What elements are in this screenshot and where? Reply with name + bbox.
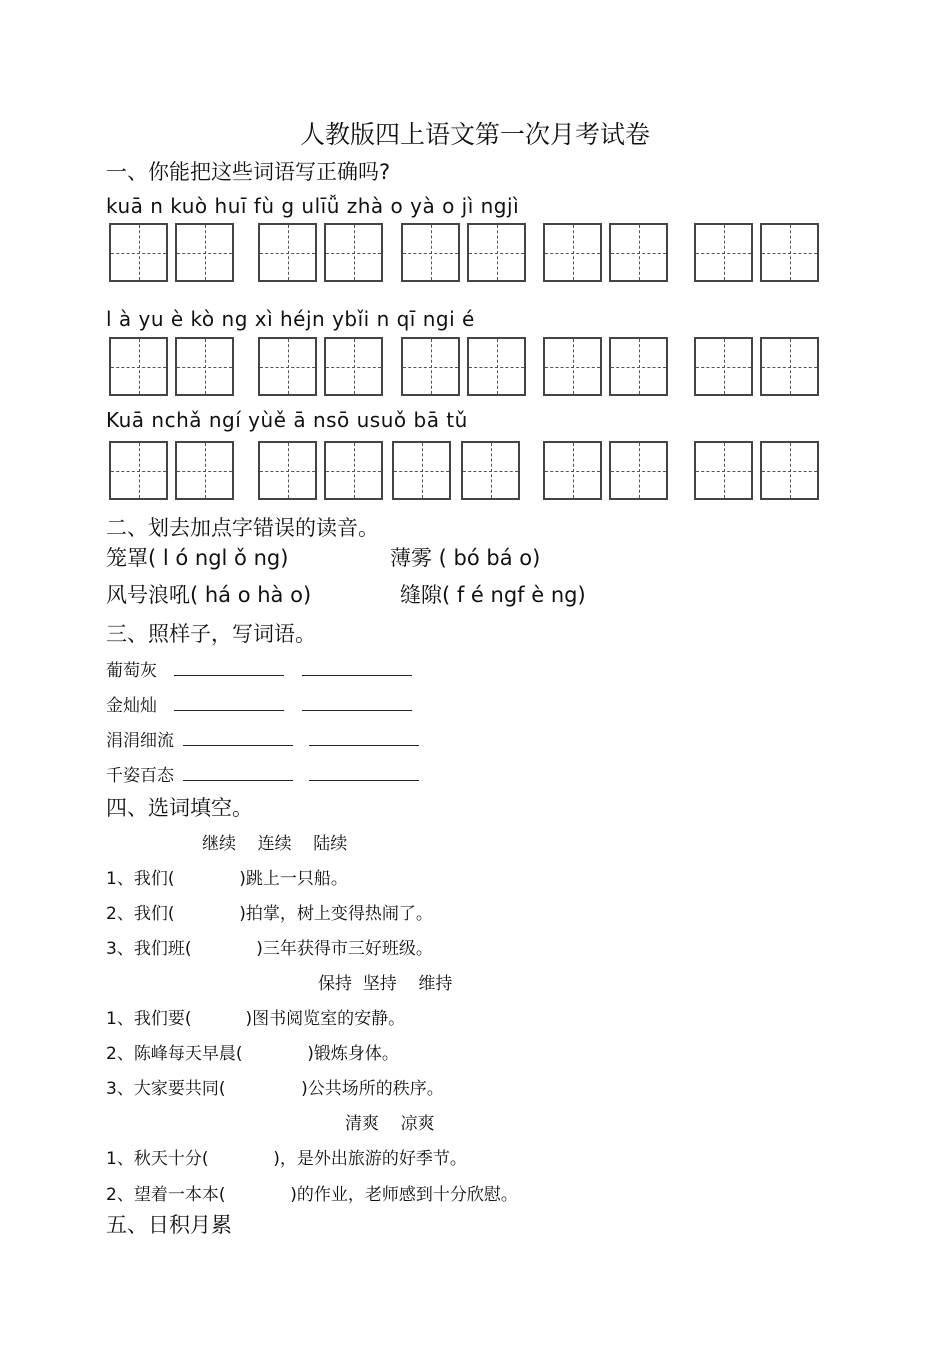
reading-item-3: 风号浪吼( há o hà o) bbox=[106, 583, 312, 607]
reading-item-2: 薄雾 ( bó bá o) bbox=[390, 546, 541, 570]
answer-blank[interactable] bbox=[174, 694, 284, 711]
answer-blank[interactable] bbox=[309, 729, 419, 746]
writing-box[interactable] bbox=[175, 223, 234, 282]
section-4-heading: 四、选词填空。 bbox=[106, 796, 253, 820]
reading-item-4: 缝隙( f é ngf è ng) bbox=[400, 583, 586, 607]
writing-box[interactable] bbox=[760, 223, 819, 282]
writing-box[interactable] bbox=[324, 441, 383, 500]
fill-item: 2、望着一本本( )的作业，老师感到十分欣慰。 bbox=[106, 1185, 518, 1205]
example-word-label: 金灿灿 bbox=[106, 696, 157, 716]
section-3-heading: 三、照样子，写词语。 bbox=[106, 622, 316, 646]
answer-blank[interactable] bbox=[302, 694, 412, 711]
writing-box[interactable] bbox=[609, 337, 668, 396]
reading-item-1: 笼罩( l ó ngl ǒ ng) bbox=[106, 546, 289, 570]
writing-box[interactable] bbox=[694, 441, 753, 500]
writing-box[interactable] bbox=[109, 223, 168, 282]
writing-box[interactable] bbox=[175, 441, 234, 500]
answer-blank[interactable] bbox=[174, 659, 284, 676]
fill-item: 2、我们( )拍掌，树上变得热闹了。 bbox=[106, 904, 433, 924]
writing-box[interactable] bbox=[392, 441, 451, 500]
fill-item: 3、大家要共同( )公共场所的秩序。 bbox=[106, 1079, 444, 1099]
fill-item: 1、秋天十分( )，是外出旅游的好季节。 bbox=[106, 1149, 467, 1169]
word-options-3: 清爽 凉爽 bbox=[345, 1114, 435, 1134]
writing-box[interactable] bbox=[324, 223, 383, 282]
writing-box[interactable] bbox=[258, 223, 317, 282]
answer-blank[interactable] bbox=[183, 729, 293, 746]
writing-box[interactable] bbox=[467, 337, 526, 396]
writing-box[interactable] bbox=[760, 337, 819, 396]
fill-item: 1、我们要( )图书阅览室的安静。 bbox=[106, 1009, 406, 1029]
writing-box[interactable] bbox=[543, 337, 602, 396]
example-word-label: 涓涓细流 bbox=[106, 731, 174, 751]
pinyin-row-2: l à yu è kò ng xì héjn ybǐi n qī ngi é bbox=[106, 307, 475, 331]
writing-box[interactable] bbox=[258, 441, 317, 500]
example-word-label: 千姿百态 bbox=[106, 766, 174, 786]
word-options-1: 继续 连续 陆续 bbox=[202, 834, 348, 854]
writing-box[interactable] bbox=[109, 441, 168, 500]
page-title: 人教版四上语文第一次月考试卷 bbox=[300, 120, 651, 149]
section-1-heading: 一、你能把这些词语写正确吗? bbox=[106, 160, 391, 184]
example-word-4 bbox=[106, 761, 419, 786]
example-word-2 bbox=[106, 691, 412, 716]
writing-box[interactable] bbox=[467, 223, 526, 282]
writing-box[interactable] bbox=[760, 441, 819, 500]
word-options-2: 保持 坚持 维持 bbox=[318, 974, 453, 994]
example-word-1 bbox=[106, 656, 412, 681]
section-5-heading: 五、日积月累 bbox=[106, 1213, 232, 1237]
writing-box[interactable] bbox=[543, 441, 602, 500]
writing-box[interactable] bbox=[461, 441, 520, 500]
writing-box[interactable] bbox=[543, 223, 602, 282]
fill-item: 1、我们( )跳上一只船。 bbox=[106, 869, 348, 889]
answer-blank[interactable] bbox=[183, 764, 293, 781]
pinyin-row-1: kuā n kuò huī fù g ulīǚ zhà o yà o jì ngjì bbox=[106, 194, 520, 218]
section-2-heading: 二、划去加点字错误的读音。 bbox=[106, 516, 379, 540]
pinyin-row-3: Kuā nchǎ ngí yùě ā nsō usuǒ bā tǔ bbox=[106, 408, 468, 432]
writing-box[interactable] bbox=[324, 337, 383, 396]
example-word-label: 葡萄灰 bbox=[106, 661, 157, 681]
writing-box[interactable] bbox=[609, 223, 668, 282]
fill-item: 2、陈峰每天早晨( )锻炼身体。 bbox=[106, 1044, 399, 1064]
writing-box[interactable] bbox=[694, 337, 753, 396]
writing-box[interactable] bbox=[609, 441, 668, 500]
fill-item: 3、我们班( )三年获得市三好班级。 bbox=[106, 939, 433, 959]
writing-box[interactable] bbox=[175, 337, 234, 396]
writing-box[interactable] bbox=[401, 337, 460, 396]
answer-blank[interactable] bbox=[302, 659, 412, 676]
writing-box[interactable] bbox=[694, 223, 753, 282]
writing-box[interactable] bbox=[109, 337, 168, 396]
example-word-3 bbox=[106, 726, 419, 751]
writing-box[interactable] bbox=[401, 223, 460, 282]
answer-blank[interactable] bbox=[309, 764, 419, 781]
writing-box[interactable] bbox=[258, 337, 317, 396]
